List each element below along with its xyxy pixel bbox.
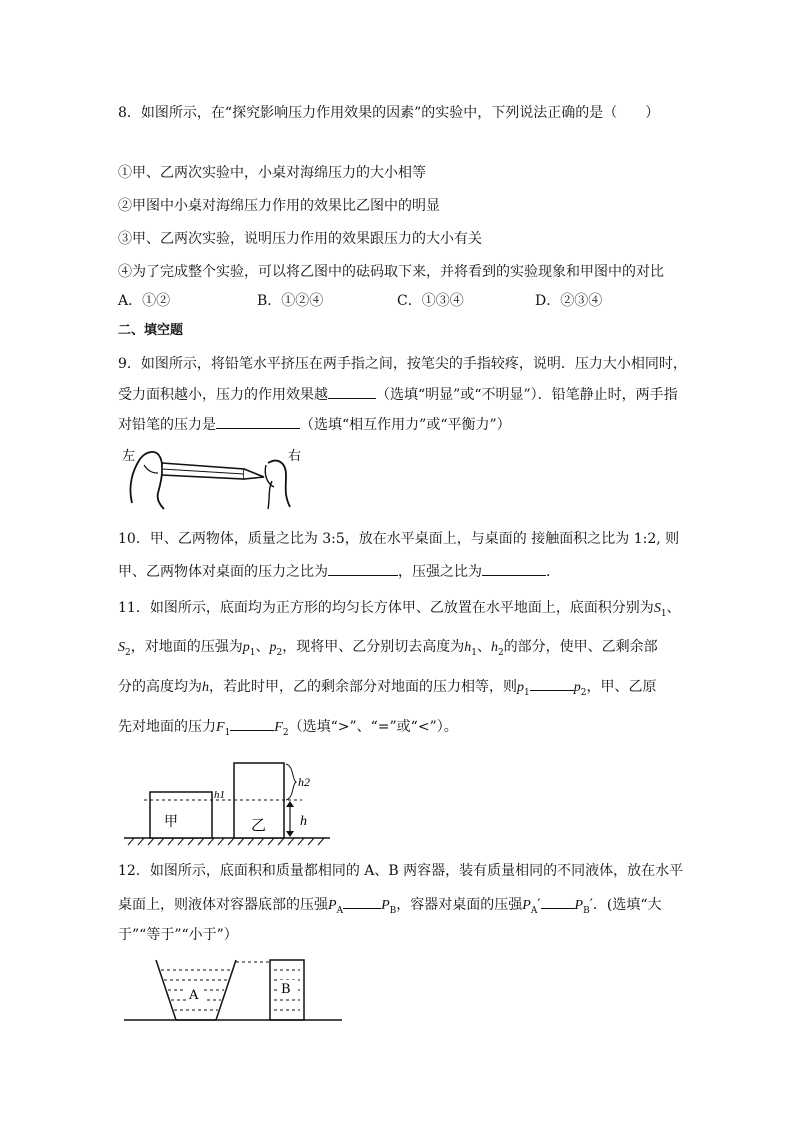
var-p: p bbox=[573, 680, 581, 695]
q10-text: 甲、乙两物体对桌面的压力之比为 bbox=[118, 564, 328, 580]
label-yi: 乙 bbox=[251, 816, 267, 834]
sub: 2 bbox=[580, 687, 587, 698]
q12-line-2 bbox=[118, 894, 662, 921]
var-s: S bbox=[118, 640, 125, 655]
q8-stem: 8．如图所示，在“探究影响压力作用效果的因素”的实验中，下列说法正确的是（ ） bbox=[118, 105, 660, 121]
var-p: p bbox=[517, 680, 524, 695]
label-h1: h1 bbox=[214, 789, 225, 801]
var-p: P bbox=[381, 898, 390, 913]
var-p: p bbox=[242, 640, 250, 655]
q8-statement-3: ③甲、乙两次实验，说明压力作用的效果跟压力的大小有关 bbox=[118, 231, 482, 247]
sub: 2 bbox=[282, 727, 289, 738]
q11-blocks-figure bbox=[124, 758, 334, 850]
sub: A bbox=[336, 905, 344, 916]
q10-line-1: 10．甲、乙两物体，质量之比为 3:5，放在水平桌面上，与桌面的 接触面积之比为 1:2, 则 bbox=[118, 531, 680, 547]
q10-blank-1[interactable] bbox=[328, 561, 398, 576]
var-f: F bbox=[274, 720, 283, 735]
q10-text: ，压强之比为 bbox=[398, 564, 482, 580]
left-finger bbox=[130, 452, 164, 509]
var-s: S bbox=[653, 601, 661, 616]
sep: 、 bbox=[255, 639, 270, 655]
var-p: P bbox=[574, 898, 584, 913]
prime: ′ bbox=[589, 897, 593, 913]
q8-option-a: A．①② bbox=[118, 293, 171, 309]
label-h2: h2 bbox=[298, 775, 310, 789]
prime: ′ bbox=[537, 897, 541, 913]
q8-option-c: C．①③④ bbox=[397, 293, 464, 309]
sub: 1 bbox=[249, 647, 256, 658]
q9-line-2 bbox=[118, 384, 678, 405]
label-h: h bbox=[300, 814, 307, 829]
q11-line-3 bbox=[118, 676, 656, 703]
sub: 2 bbox=[497, 647, 504, 658]
q11-text: （选填“>”、“=”或“<”）。 bbox=[288, 719, 458, 735]
var-f: F bbox=[216, 720, 225, 735]
q9-line-1: 9．如图所示，将铅笔水平挤压在两手指之间，按笔尖的手指较疼，说明．压力大小相同时， bbox=[118, 356, 687, 372]
q11-text: 先对地面的压力 bbox=[118, 719, 216, 735]
sub: B bbox=[389, 905, 397, 916]
q11-text: ，甲、乙原 bbox=[586, 679, 657, 695]
q11-line-4 bbox=[118, 716, 458, 743]
label-b: B bbox=[281, 982, 291, 997]
q11-line-1 bbox=[118, 598, 681, 624]
q11-blank-1[interactable] bbox=[530, 676, 574, 691]
q12-line-1: 12．如图所示，底面积和质量都相同的 A、B 两容器，装有质量相同的不同液体，放在水平 bbox=[118, 863, 684, 879]
q10-blank-2[interactable] bbox=[482, 561, 546, 576]
label-jia: 甲 bbox=[164, 814, 178, 830]
q9-text: （选填“相互作用力”或“平衡力”） bbox=[300, 417, 511, 433]
q11-text: ，现将甲、乙分别切去高度为 bbox=[282, 639, 465, 655]
q11-line-2 bbox=[118, 637, 658, 663]
q8-statement-4: ④为了完成整个实验，可以将乙图中的砝码取下来，并将看到的实验现象和甲图中的对比 bbox=[118, 264, 664, 280]
var-h: h bbox=[202, 680, 209, 695]
q12-text: 桌面上，则液体对容器底部的压强 bbox=[118, 897, 328, 913]
q12-text: ，容器对桌面的压强 bbox=[396, 897, 523, 913]
sub: A bbox=[530, 905, 538, 916]
sub: 1 bbox=[524, 687, 530, 698]
q8-statement-2: ②甲图中小桌对海绵压力作用的效果比乙图中的明显 bbox=[118, 198, 440, 214]
block-jia bbox=[150, 792, 212, 838]
sub: 1 bbox=[224, 727, 231, 738]
sep: 、 bbox=[476, 639, 491, 655]
q11-text: 11．如图所示，底面均为正方形的均匀长方体甲、乙放置在水平地面上，底面积分别为 bbox=[118, 600, 654, 616]
sub: 2 bbox=[276, 647, 283, 658]
q12-text: ．(选填“大 bbox=[592, 897, 662, 913]
q9-blank-1[interactable] bbox=[328, 384, 376, 399]
sub: 1 bbox=[471, 647, 477, 658]
q8-statement-1: ①甲、乙两次实验中，小桌对海绵压力的大小相等 bbox=[118, 165, 426, 181]
var-h: h bbox=[464, 640, 472, 655]
sub: 1 bbox=[660, 608, 667, 619]
q11-text: 的部分，使甲、乙剩余部 bbox=[503, 639, 658, 655]
section-heading: 二、填空题 bbox=[118, 323, 184, 338]
q9-fig-left-label: 左 bbox=[122, 449, 136, 464]
q9-text: 对铅笔的压力是 bbox=[118, 417, 216, 433]
q9-pencil-figure bbox=[118, 443, 308, 513]
var-p: P bbox=[522, 898, 531, 913]
q8-option-b: B．①②④ bbox=[257, 293, 324, 309]
q11-text: ，对地面的压强为 bbox=[130, 639, 243, 655]
q12-blank-2[interactable] bbox=[541, 894, 575, 909]
label-a: A bbox=[189, 988, 199, 1003]
q11-blank-2[interactable] bbox=[230, 716, 274, 731]
var-p: p bbox=[269, 640, 277, 655]
q11-text: ，若此时甲，乙的剩余部分对地面的压力相等，则 bbox=[209, 679, 517, 695]
q12-line-3: 于”“等于”“小于”） bbox=[118, 927, 238, 943]
q12-blank-1[interactable] bbox=[343, 894, 381, 909]
var-p: P bbox=[328, 898, 337, 913]
q9-fig-right-label: 右 bbox=[288, 449, 302, 464]
var-h: h bbox=[490, 640, 498, 655]
q9-text: （选填“明显”或“不明显”）．铅笔静止时，两手指 bbox=[376, 387, 678, 403]
q12-containers-figure bbox=[124, 958, 344, 1024]
q10-text: ． bbox=[546, 564, 560, 580]
q9-line-3 bbox=[118, 414, 511, 435]
sub: 2 bbox=[125, 647, 131, 658]
sep: 、 bbox=[666, 600, 681, 616]
sub: B bbox=[583, 905, 590, 916]
q8-option-d: D．②③④ bbox=[535, 293, 603, 309]
q9-text: 受力面积越小，压力的作用效果越 bbox=[118, 387, 328, 403]
q11-text: 分的高度均为 bbox=[118, 679, 202, 695]
q9-blank-2[interactable] bbox=[216, 414, 300, 429]
q10-line-2 bbox=[118, 561, 560, 582]
